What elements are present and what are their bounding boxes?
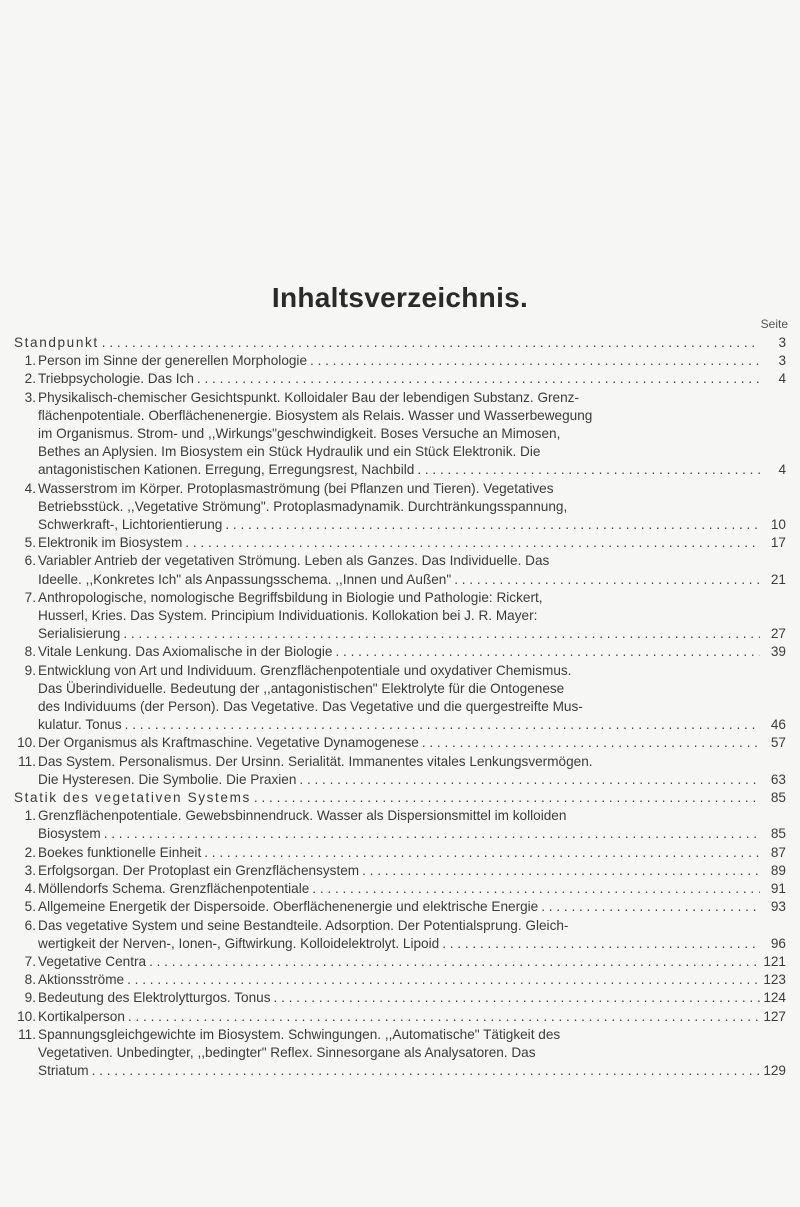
page-number: 96 (770, 935, 786, 951)
table-of-contents (14, 334, 786, 1080)
entry-text-line: des Individuums (der Person). Das Vegetative. Das Vegetative und die quergestreifte Mus- (38, 699, 583, 715)
entry-text-line: Husserl, Kries. Das System. Principium Individuationis. Kollokation bei J. R. Mayer: (38, 608, 538, 624)
entry-text-line: Entwicklung von Art und Individuum. Grenzflächenpotentiale und oxydativer Chemismus. (38, 662, 572, 678)
entry-text-line: Der Organismus als Kraftmaschine. Vegetative Dynamogenese (38, 735, 419, 751)
entry-text-line: kulatur. Tonus (38, 717, 122, 733)
dot-leader (251, 789, 760, 807)
toc-entry (14, 953, 786, 971)
entry-text-line: Ideelle. ,,Konkretes Ich" als Anpassungsschema. ,,Innen und Außen" (38, 571, 452, 587)
dot-leader (101, 825, 760, 843)
page-number: 17 (770, 535, 786, 551)
dot-leader (201, 844, 760, 862)
dot-leader (122, 716, 760, 734)
page-number: 87 (770, 844, 786, 860)
entry-text-line: Serialisierung (38, 626, 121, 642)
dot-leader (359, 862, 760, 880)
page-number: 129 (763, 1063, 786, 1079)
toc-entry (14, 552, 786, 588)
dot-leader (146, 953, 760, 971)
dot-leader (307, 352, 760, 370)
entry-number: 4. (24, 881, 36, 897)
entry-text-line: Bedeutung des Elektrolytturgos. Tonus (38, 990, 271, 1006)
toc-entry (14, 1026, 786, 1081)
page-number: 21 (770, 571, 786, 587)
page-number: 127 (763, 1008, 786, 1024)
page-number: 91 (770, 881, 786, 897)
entry-number: 10. (17, 1008, 36, 1024)
dot-leader (125, 1008, 760, 1026)
entry-text-line: Elektronik im Biosystem (38, 535, 183, 551)
toc-entry (14, 643, 786, 661)
dot-leader (538, 898, 760, 916)
entry-number: 7. (24, 953, 36, 969)
dot-leader (414, 461, 760, 479)
entry-text-line: Triebpsychologie. Das Ich (38, 371, 194, 387)
page-number: 27 (770, 626, 786, 642)
toc-entry (14, 534, 786, 552)
dot-leader (182, 534, 760, 552)
entry-number: 2. (24, 844, 36, 860)
toc-entry (14, 862, 786, 880)
entry-number: 3. (24, 389, 36, 405)
entry-number: 6. (24, 553, 36, 569)
page-number: 10 (770, 517, 786, 533)
toc-entry (14, 807, 786, 843)
entry-number: 11. (18, 1026, 36, 1042)
entry-text-line: Bethes an Aplysien. Im Biosystem ein Stück Hydraulik und ein Stück Elektronik. Die (38, 444, 541, 460)
dot-leader (89, 1062, 760, 1080)
entry-text-line: im Organismus. Strom- und ,,Wirkungs"geschwindigkeit. Boses Versuche an Mimosen, (38, 426, 561, 442)
toc-entry (14, 734, 786, 752)
entry-number: 3. (24, 862, 36, 878)
dot-leader (120, 625, 760, 643)
entry-text-line: Biosystem (38, 826, 101, 842)
page-number: 57 (770, 735, 786, 751)
toc-entry (14, 917, 786, 953)
page-title: Inhaltsverzeichnis. (271, 282, 529, 313)
toc-section-heading (14, 334, 786, 352)
entry-text-line: Person im Sinne der generellen Morphologie (38, 353, 308, 369)
entry-text-line: Boekes funktionelle Einheit (38, 844, 202, 860)
entry-text-line: Vegetative Centra (38, 953, 147, 969)
entry-number: 9. (24, 662, 36, 678)
entry-text-line: Grenzflächenpotentiale. Gewebsbinnendruck. Wasser als Dispersionsmittel im kolloiden (38, 808, 567, 824)
page-number: 123 (763, 972, 786, 988)
entry-text-line: Erfolgsorgan. Der Protoplast ein Grenzflächensystem (38, 862, 360, 878)
toc-entry (14, 898, 786, 916)
dot-leader (332, 643, 760, 661)
page-number: 4 (778, 371, 786, 387)
toc-entry (14, 662, 786, 735)
entry-number: 1. (24, 808, 36, 824)
dot-leader (194, 370, 760, 388)
toc-entry (14, 971, 786, 989)
entry-text-line: Striatum (38, 1063, 89, 1079)
entry-text-line: Allgemeine Energetik der Dispersoide. Oberflächenenergie und elektrische Energie (38, 899, 539, 915)
entry-text-line: flächenpotentiale. Oberflächenenergie. Biosystem als Relais. Wasser und Wasserbewegung (38, 407, 593, 423)
page-number: 93 (770, 899, 786, 915)
dot-leader (309, 880, 760, 898)
dot-leader (271, 989, 760, 1007)
dot-leader (296, 771, 760, 789)
toc-entry (14, 352, 786, 370)
page-number: 39 (770, 644, 786, 660)
entry-text-line: Vegetativen. Unbedingter, ,,bedingter" Reflex. Sinnesorgane als Analysatoren. Das (38, 1044, 536, 1060)
dot-leader (222, 516, 760, 534)
toc-section-heading (14, 789, 786, 807)
page-number: 85 (770, 790, 786, 806)
toc-entry (14, 753, 786, 789)
entry-text-line: Spannungsgleichgewichte im Biosystem. Schwingungen. ,,Automatische" Tätigkeit des (38, 1026, 561, 1042)
page-number: 46 (770, 717, 786, 733)
section-title: Standpunkt (14, 335, 99, 350)
entry-number: 6. (24, 917, 36, 933)
entry-number: 11. (18, 753, 36, 769)
entry-text-line: Das vegetative System und seine Bestandteile. Adsorption. Der Potentialsprung. Gleich- (38, 917, 569, 933)
dot-leader (439, 935, 760, 953)
entry-text-line: Kortikalperson (38, 1008, 125, 1024)
entry-number: 1. (24, 353, 36, 369)
toc-entry (14, 989, 786, 1007)
entry-number: 5. (24, 535, 36, 551)
page-number: 63 (770, 771, 786, 787)
entry-text-line: wertigkeit der Nerven-, Ionen-, Giftwirkung. Kolloidelektrolyt. Lipoid (38, 935, 440, 951)
entry-text-line: Das System. Personalismus. Der Ursinn. Serialität. Immanentes vitales Lenkungsvermögen. (38, 753, 593, 769)
toc-entry (14, 480, 786, 535)
page-number: 3 (778, 335, 786, 350)
dot-leader (124, 971, 760, 989)
dot-leader (99, 334, 760, 352)
toc-entry (14, 370, 786, 388)
toc-entry (14, 880, 786, 898)
entry-text-line: Variabler Antrieb der vegetativen Strömung. Leben als Ganzes. Das Individuelle. Das (38, 553, 550, 569)
entry-number: 8. (24, 972, 36, 988)
entry-text-line: Wasserstrom im Körper. Protoplasmaströmung (bei Pflanzen und Tieren). Vegetatives (38, 480, 554, 496)
entry-number: 2. (24, 371, 36, 387)
page-number: 85 (770, 826, 786, 842)
entry-number: 5. (24, 899, 36, 915)
entry-text-line: Betriebsstück. ,,Vegetative Strömung". Protoplasmadynamik. Durchtränkungsspannung, (38, 498, 568, 514)
toc-entry (14, 589, 786, 644)
page-number: 121 (763, 953, 786, 969)
page-number: 89 (770, 862, 786, 878)
entry-number: 7. (24, 589, 36, 605)
dot-leader (451, 571, 760, 589)
toc-entry (14, 1008, 786, 1026)
page-number: 124 (763, 990, 786, 1006)
entry-text-line: antagonistischen Kationen. Erregung, Erregungsrest, Nachbild (38, 462, 415, 478)
entry-text-line: Schwerkraft-, Lichtorientierung (38, 517, 223, 533)
entry-text-line: Physikalisch-chemischer Gesichtspunkt. Kolloidaler Bau der lebendigen Substanz. Grenz- (38, 389, 580, 405)
entry-number: 8. (24, 644, 36, 660)
toc-entry (14, 389, 786, 480)
toc-entry (14, 844, 786, 862)
entry-text-line: Anthropologische, nomologische Begriffsbildung in Biologie und Pathologie: Rickert, (38, 589, 543, 605)
page-column-label: Seite (760, 317, 788, 331)
entry-text-line: Aktionsströme (38, 972, 125, 988)
entry-number: 4. (24, 480, 36, 496)
entry-number: 10. (17, 735, 36, 751)
page-number: 3 (778, 353, 786, 369)
entry-text-line: Vitale Lenkung. Das Axiomalische in der Biologie (38, 644, 333, 660)
section-title: Statik des vegetativen Systems (14, 790, 251, 806)
entry-number: 9. (24, 990, 36, 1006)
page-number: 4 (778, 462, 786, 478)
entry-text-line: Die Hysteresen. Die Symbolie. Die Praxien (38, 771, 297, 787)
entry-text-line: Das Überindividuelle. Bedeutung der ,,antagonistischen" Elektrolyte für die Ontogenese (38, 680, 565, 696)
dot-leader (419, 734, 760, 752)
entry-text-line: Möllendorfs Schema. Grenzflächenpotentiale (38, 881, 310, 897)
